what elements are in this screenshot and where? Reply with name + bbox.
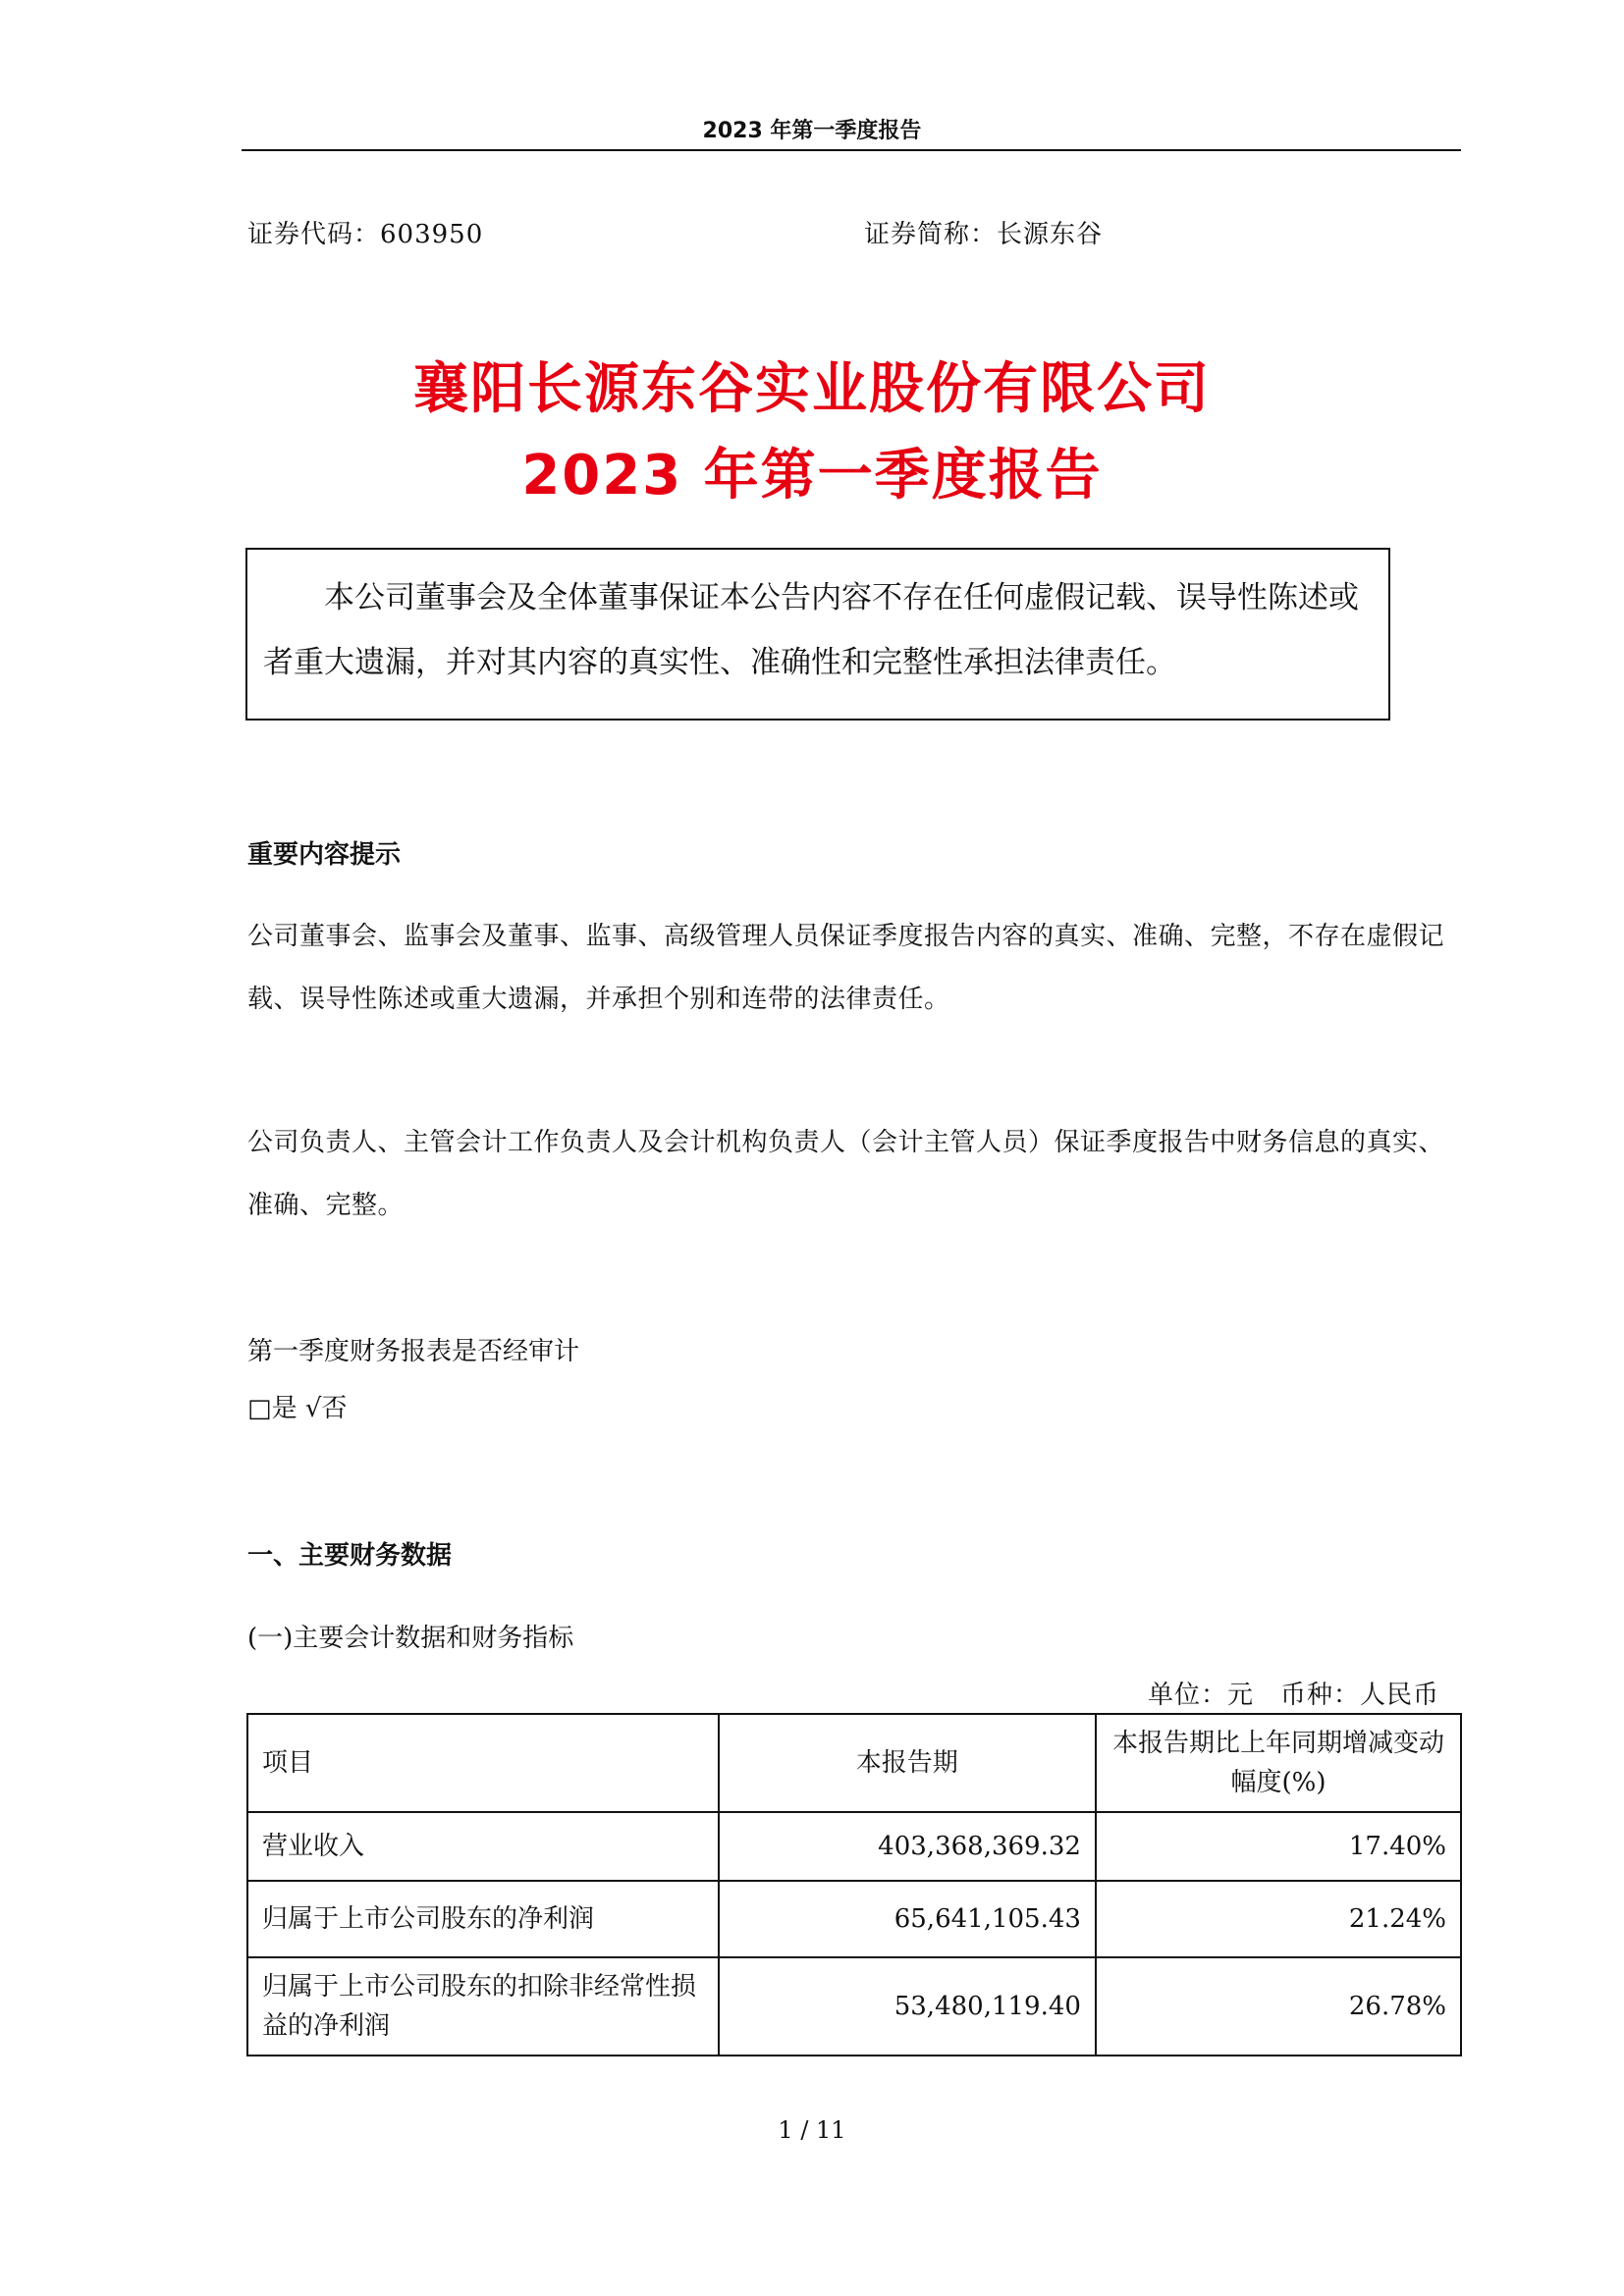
- subsection-heading-accounting-data: (一)主要会计数据和财务指标: [247, 1624, 574, 1653]
- report-title-company: 襄阳长源东谷实业股份有限公司: [413, 357, 1211, 421]
- header-rule: [242, 149, 1461, 151]
- row-change: 21.24%: [1096, 1881, 1461, 1957]
- unit-currency-note: 单位：元 币种：人民币: [1147, 1681, 1439, 1710]
- running-header: 2023 年第一季度报告: [702, 119, 922, 143]
- audit-question: 第一季度财务报表是否经审计: [247, 1337, 580, 1366]
- col-header-current: 本报告期: [719, 1714, 1096, 1812]
- important-para-1: 公司董事会、监事会及董事、监事、高级管理人员保证季度报告内容的真实、准确、完整，不存在虚假记载、误导性陈述或重大遗漏，并承担个别和连带的法律责任。: [247, 922, 1445, 1014]
- table-row: [247, 1881, 1461, 1957]
- col-header-item: 项目: [247, 1714, 719, 1812]
- table-header-row: [247, 1714, 1461, 1812]
- table-row: [247, 1812, 1461, 1881]
- row-current: 53,480,119.40: [719, 1957, 1096, 2056]
- audit-options: □是 √否: [247, 1394, 348, 1423]
- financial-data-table: [246, 1713, 1462, 2056]
- report-title-period: 2023 年第一季度报告: [521, 444, 1103, 507]
- row-item: 营业收入: [247, 1812, 719, 1881]
- security-short-name: 证券简称：长源东谷: [864, 220, 1104, 249]
- important-para-2: 公司负责人、主管会计工作负责人及会计机构负责人（会计主管人员）保证季度报告中财务信息的真实、准确、完整。: [247, 1128, 1445, 1220]
- board-notice-text: 本公司董事会及全体董事保证本公告内容不存在任何虚假记载、误导性陈述或者重大遗漏，并对其内容的真实性、准确性和完整性承担法律责任。: [263, 580, 1359, 680]
- row-change: 26.78%: [1096, 1957, 1461, 2056]
- row-current: 403,368,369.32: [719, 1812, 1096, 1881]
- row-item: 归属于上市公司股东的净利润: [247, 1881, 719, 1957]
- security-code: 证券代码：603950: [247, 220, 484, 249]
- row-current: 65,641,105.43: [719, 1881, 1096, 1957]
- page-number: 1 / 11: [778, 2116, 846, 2144]
- section-heading-financial-data: 一、主要财务数据: [247, 1541, 453, 1571]
- row-change: 17.40%: [1096, 1812, 1461, 1881]
- board-notice-box: [245, 548, 1390, 721]
- important-heading: 重要内容提示: [247, 840, 402, 870]
- table-row: [247, 1957, 1461, 2056]
- col-header-change: 本报告期比上年同期增减变动幅度(%): [1096, 1714, 1461, 1812]
- row-item: 归属于上市公司股东的扣除非经常性损益的净利润: [247, 1957, 719, 2056]
